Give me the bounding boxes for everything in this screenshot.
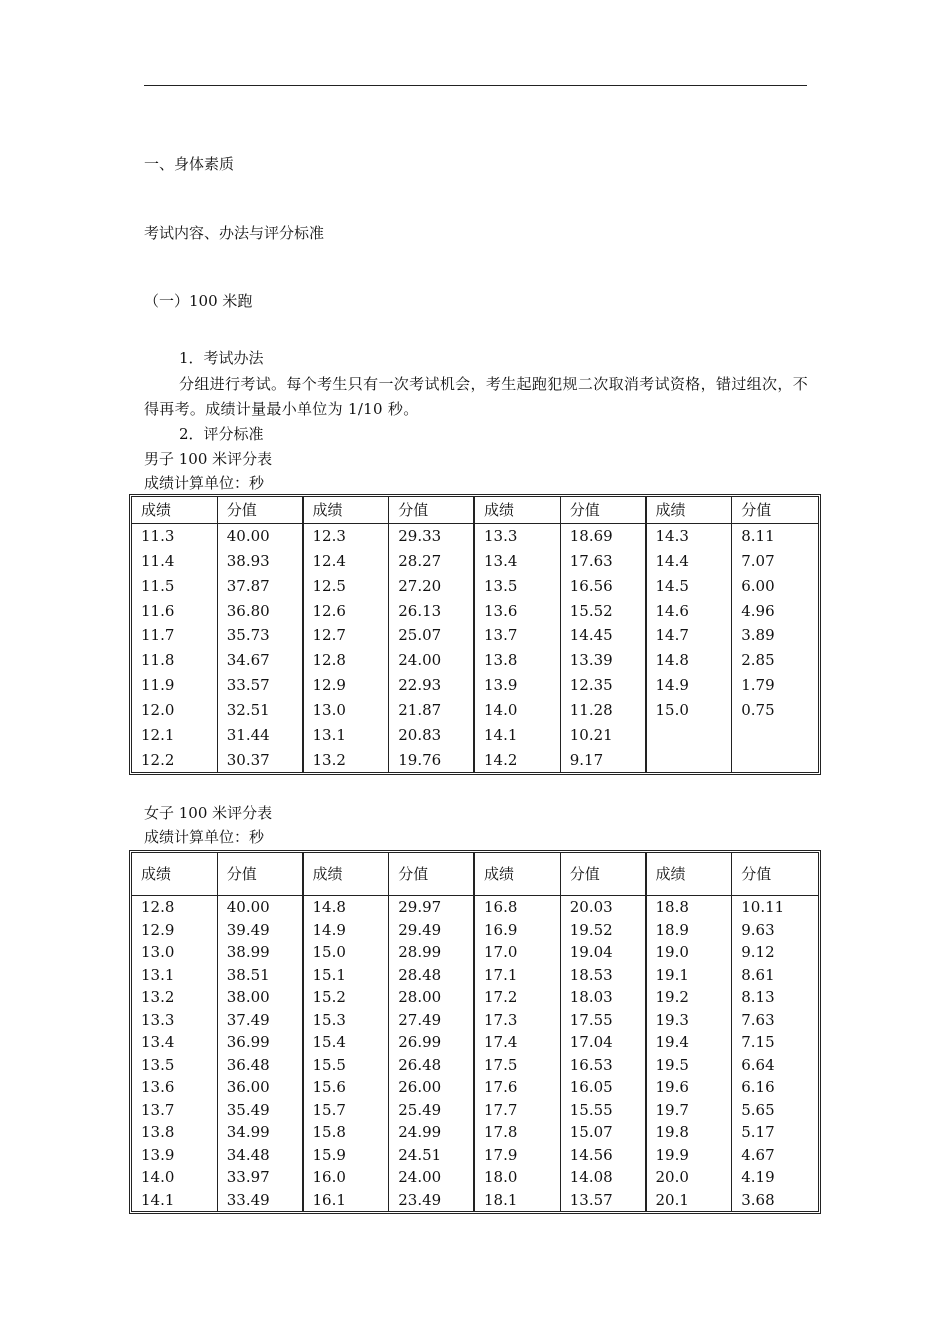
table-row (132, 723, 818, 748)
women-unit-label: 成绩计算单位：秒 (144, 828, 265, 846)
score-cell: 15.1 (304, 964, 390, 987)
points-cell: 31.44 (218, 723, 304, 748)
points-cell: 38.51 (218, 964, 304, 987)
score-cell: 20.1 (647, 1189, 733, 1212)
score-cell: 15.0 (304, 941, 390, 964)
women-score-table (129, 850, 821, 1214)
points-cell: 28.27 (389, 549, 475, 574)
points-cell: 10.21 (561, 723, 647, 748)
points-cell: 40.00 (218, 524, 304, 549)
score-cell: 17.1 (475, 964, 561, 987)
table-row (132, 1166, 818, 1189)
score-cell: 13.7 (132, 1099, 218, 1122)
score-cell: 12.5 (304, 574, 390, 599)
column-header: 分值 (389, 853, 475, 896)
points-cell: 29.97 (389, 896, 475, 919)
points-cell: 4.96 (741, 601, 775, 620)
points-cell: 3.89 (741, 626, 775, 645)
points-cell: 3.68 (741, 1190, 775, 1209)
score-cell: 13.3 (132, 1009, 218, 1032)
points-cell: 36.80 (218, 599, 304, 624)
table-row (132, 986, 818, 1009)
points-cell: 35.49 (218, 1099, 304, 1122)
table-row (132, 623, 818, 648)
score-cell: 14.3 (647, 524, 733, 549)
points-cell: 38.93 (218, 549, 304, 574)
points-cell: 11.28 (561, 698, 647, 723)
column-header: 成绩 (132, 497, 218, 524)
score-cell: 12.2 (132, 748, 218, 773)
score-cell: 14.1 (132, 1189, 218, 1212)
score-cell: 14.8 (647, 648, 733, 673)
table-row (132, 919, 818, 942)
score-cell: 11.6 (132, 599, 218, 624)
points-cell: 22.93 (389, 673, 475, 698)
points-cell: 7.07 (741, 551, 775, 570)
score-cell: 13.1 (304, 723, 390, 748)
score-cell: 19.2 (647, 986, 733, 1009)
table-row (132, 1031, 818, 1054)
men-table-body (132, 497, 818, 772)
points-cell: 17.04 (561, 1031, 647, 1054)
points-cell: 12.35 (561, 673, 647, 698)
score-cell: 19.7 (647, 1099, 733, 1122)
points-cell: 40.00 (218, 896, 304, 919)
event-title: （一）100 米跑 (144, 292, 253, 310)
score-cell: 15.5 (304, 1054, 390, 1077)
points-cell: 19.04 (561, 941, 647, 964)
table-header-row (132, 853, 818, 896)
score-cell: 11.3 (132, 524, 218, 549)
points-cell: 8.11 (741, 527, 775, 545)
score-cell: 11.7 (132, 623, 218, 648)
points-cell: 19.76 (389, 748, 475, 773)
score-cell: 13.2 (304, 748, 390, 773)
score-cell: 11.9 (132, 673, 218, 698)
section-title: 一、身体素质 (144, 155, 235, 173)
score-cell: 13.0 (304, 698, 390, 723)
score-cell: 13.5 (132, 1054, 218, 1077)
score-cell: 18.9 (647, 919, 733, 942)
score-cell (647, 723, 733, 748)
points-cell: 33.97 (218, 1166, 304, 1189)
points-cell: 14.56 (561, 1144, 647, 1167)
women-table-body (132, 853, 818, 1211)
score-cell: 13.9 (475, 673, 561, 698)
score-cell: 14.4 (647, 549, 733, 574)
points-cell: 18.69 (561, 524, 647, 549)
column-header: 成绩 (647, 497, 733, 524)
table-row (132, 574, 818, 599)
score-cell: 13.8 (475, 648, 561, 673)
score-cell: 13.5 (475, 574, 561, 599)
points-cell: 25.49 (389, 1099, 475, 1122)
points-cell: 37.49 (218, 1009, 304, 1032)
score-cell: 17.4 (475, 1031, 561, 1054)
score-cell: 14.5 (647, 574, 733, 599)
score-cell: 12.8 (132, 896, 218, 919)
score-cell: 19.3 (647, 1009, 733, 1032)
score-cell: 13.6 (132, 1076, 218, 1099)
score-cell: 16.0 (304, 1166, 390, 1189)
score-cell: 11.4 (132, 549, 218, 574)
table-row (132, 549, 818, 574)
points-cell: 24.51 (389, 1144, 475, 1167)
points-cell: 7.63 (741, 1010, 775, 1029)
score-cell: 19.6 (647, 1076, 733, 1099)
points-cell: 0.75 (741, 700, 775, 719)
points-cell: 6.64 (741, 1055, 775, 1074)
points-cell: 13.39 (561, 648, 647, 673)
points-cell: 5.65 (741, 1100, 775, 1119)
score-cell: 12.4 (304, 549, 390, 574)
points-cell: 33.49 (218, 1189, 304, 1212)
points-cell: 8.61 (741, 965, 775, 984)
points-cell: 24.00 (389, 648, 475, 673)
column-header: 成绩 (475, 853, 561, 896)
score-cell: 13.0 (132, 941, 218, 964)
points-cell: 9.17 (561, 748, 647, 773)
score-cell: 14.9 (647, 673, 733, 698)
score-cell: 18.8 (647, 896, 733, 919)
points-cell: 9.63 (741, 920, 775, 939)
subtitle: 考试内容、办法与评分标准 (144, 224, 325, 242)
header-rule (144, 85, 807, 86)
score-cell: 17.6 (475, 1076, 561, 1099)
table-row (132, 599, 818, 624)
points-cell: 2.85 (741, 651, 775, 670)
men-table-title: 男子 100 米评分表 (144, 450, 273, 468)
score-cell: 13.6 (475, 599, 561, 624)
score-cell: 13.3 (475, 524, 561, 549)
points-cell: 13.57 (561, 1189, 647, 1212)
table-row (132, 1054, 818, 1077)
column-header: 成绩 (304, 497, 390, 524)
points-cell: 27.49 (389, 1009, 475, 1032)
points-cell: 28.00 (389, 986, 475, 1009)
score-cell: 14.0 (475, 698, 561, 723)
score-cell: 17.2 (475, 986, 561, 1009)
score-cell: 13.2 (132, 986, 218, 1009)
score-cell: 17.8 (475, 1121, 561, 1144)
score-cell: 14.9 (304, 919, 390, 942)
points-cell: 24.00 (389, 1166, 475, 1189)
score-cell: 15.4 (304, 1031, 390, 1054)
score-cell: 13.4 (132, 1031, 218, 1054)
score-cell: 11.5 (132, 574, 218, 599)
score-cell: 18.1 (475, 1189, 561, 1212)
score-cell: 16.8 (475, 896, 561, 919)
points-cell: 26.48 (389, 1054, 475, 1077)
score-cell: 14.7 (647, 623, 733, 648)
method-heading: 1．考试办法 (179, 349, 264, 367)
score-cell: 15.9 (304, 1144, 390, 1167)
score-cell: 12.1 (132, 723, 218, 748)
table-row (132, 941, 818, 964)
points-cell: 1.79 (741, 676, 775, 695)
points-cell: 14.08 (561, 1166, 647, 1189)
score-cell: 13.4 (475, 549, 561, 574)
points-cell: 27.20 (389, 574, 475, 599)
score-cell: 16.9 (475, 919, 561, 942)
column-header: 分值 (732, 853, 818, 896)
method-text: 分组进行考试。每个考生只有一次考试机会，考生起跑犯规二次取消考试资格，错过组次，不得再考。成绩计量最小单位为 1/10 秒。 (144, 375, 808, 418)
score-cell: 14.1 (475, 723, 561, 748)
points-cell: 32.51 (218, 698, 304, 723)
score-cell: 16.1 (304, 1189, 390, 1212)
score-cell: 19.0 (647, 941, 733, 964)
score-cell: 14.6 (647, 599, 733, 624)
score-cell: 15.8 (304, 1121, 390, 1144)
table-row (132, 1189, 818, 1212)
points-cell: 23.49 (389, 1189, 475, 1212)
points-cell: 26.99 (389, 1031, 475, 1054)
points-cell: 29.33 (389, 524, 475, 549)
points-cell: 16.05 (561, 1076, 647, 1099)
points-cell: 6.16 (741, 1078, 775, 1096)
table-row (132, 698, 818, 723)
points-cell: 19.52 (561, 919, 647, 942)
column-header: 分值 (732, 497, 818, 524)
points-cell: 34.99 (218, 1121, 304, 1144)
points-cell: 33.57 (218, 673, 304, 698)
score-cell: 11.8 (132, 648, 218, 673)
score-cell: 15.2 (304, 986, 390, 1009)
table-row (132, 1121, 818, 1144)
score-cell: 13.8 (132, 1121, 218, 1144)
points-cell: 18.53 (561, 964, 647, 987)
column-header: 分值 (218, 853, 304, 896)
points-cell: 34.48 (218, 1144, 304, 1167)
points-cell: 16.56 (561, 574, 647, 599)
points-cell: 5.17 (741, 1123, 775, 1141)
column-header: 成绩 (475, 497, 561, 524)
score-cell: 13.7 (475, 623, 561, 648)
points-cell: 7.15 (741, 1033, 775, 1051)
points-cell: 18.03 (561, 986, 647, 1009)
score-cell: 17.3 (475, 1009, 561, 1032)
table-row (132, 748, 818, 773)
score-cell: 12.9 (132, 919, 218, 942)
points-cell: 15.07 (561, 1121, 647, 1144)
table-row (132, 896, 818, 919)
table-header-row (132, 497, 818, 524)
points-cell: 39.49 (218, 919, 304, 942)
column-header: 分值 (389, 497, 475, 524)
table-row (132, 524, 818, 549)
women-table-title: 女子 100 米评分表 (144, 804, 273, 822)
men-unit-label: 成绩计算单位：秒 (144, 474, 265, 492)
score-cell: 19.4 (647, 1031, 733, 1054)
table-row (132, 673, 818, 698)
column-header: 成绩 (647, 853, 733, 896)
score-cell: 15.6 (304, 1076, 390, 1099)
score-cell: 17.5 (475, 1054, 561, 1077)
column-header: 分值 (561, 497, 647, 524)
points-cell: 29.49 (389, 919, 475, 942)
points-cell: 20.83 (389, 723, 475, 748)
points-cell: 9.12 (741, 943, 775, 961)
points-cell: 36.99 (218, 1031, 304, 1054)
score-cell: 12.7 (304, 623, 390, 648)
men-score-table (129, 494, 821, 775)
score-cell: 13.1 (132, 964, 218, 987)
score-cell: 15.3 (304, 1009, 390, 1032)
score-cell: 19.1 (647, 964, 733, 987)
points-cell: 28.48 (389, 964, 475, 987)
score-cell: 12.3 (304, 524, 390, 549)
column-header: 分值 (561, 853, 647, 896)
table-row (132, 1144, 818, 1167)
points-cell: 35.73 (218, 623, 304, 648)
points-cell: 17.63 (561, 549, 647, 574)
points-cell: 21.87 (389, 698, 475, 723)
table-row (132, 964, 818, 987)
points-cell: 8.13 (741, 988, 775, 1006)
score-cell: 14.2 (475, 748, 561, 773)
points-cell: 15.55 (561, 1099, 647, 1122)
column-header: 成绩 (304, 853, 390, 896)
points-cell: 17.55 (561, 1009, 647, 1032)
column-header: 分值 (218, 497, 304, 524)
score-cell: 19.9 (647, 1144, 733, 1167)
table-row (132, 1076, 818, 1099)
points-cell: 16.53 (561, 1054, 647, 1077)
points-cell: 28.99 (389, 941, 475, 964)
points-cell: 34.67 (218, 648, 304, 673)
points-cell: 4.67 (741, 1145, 775, 1164)
score-cell: 15.0 (647, 698, 733, 723)
points-cell: 24.99 (389, 1121, 475, 1144)
score-cell (647, 748, 733, 773)
score-cell: 14.8 (304, 896, 390, 919)
score-cell: 19.8 (647, 1121, 733, 1144)
points-cell (732, 748, 818, 773)
points-cell: 36.00 (218, 1076, 304, 1099)
points-cell: 36.48 (218, 1054, 304, 1077)
points-cell: 4.19 (741, 1168, 775, 1186)
score-cell: 12.8 (304, 648, 390, 673)
table-row (132, 1099, 818, 1122)
standard-heading: 2．评分标准 (179, 425, 264, 443)
points-cell: 38.99 (218, 941, 304, 964)
points-cell: 10.11 (741, 898, 785, 916)
score-cell: 18.0 (475, 1166, 561, 1189)
score-cell: 12.6 (304, 599, 390, 624)
score-cell: 13.9 (132, 1144, 218, 1167)
points-cell: 26.00 (389, 1076, 475, 1099)
score-cell: 15.7 (304, 1099, 390, 1122)
points-cell: 30.37 (218, 748, 304, 773)
score-cell: 12.9 (304, 673, 390, 698)
score-cell: 17.0 (475, 941, 561, 964)
points-cell: 6.00 (741, 576, 775, 595)
score-cell: 20.0 (647, 1166, 733, 1189)
points-cell: 14.45 (561, 623, 647, 648)
score-cell: 12.0 (132, 698, 218, 723)
score-cell: 17.7 (475, 1099, 561, 1122)
points-cell: 25.07 (389, 623, 475, 648)
points-cell: 26.13 (389, 599, 475, 624)
points-cell: 37.87 (218, 574, 304, 599)
table-row (132, 1009, 818, 1032)
points-cell (732, 723, 818, 748)
points-cell: 38.00 (218, 986, 304, 1009)
score-cell: 17.9 (475, 1144, 561, 1167)
score-cell: 14.0 (132, 1166, 218, 1189)
table-row (132, 648, 818, 673)
score-cell: 19.5 (647, 1054, 733, 1077)
column-header: 成绩 (132, 853, 218, 896)
points-cell: 20.03 (561, 896, 647, 919)
points-cell: 15.52 (561, 599, 647, 624)
